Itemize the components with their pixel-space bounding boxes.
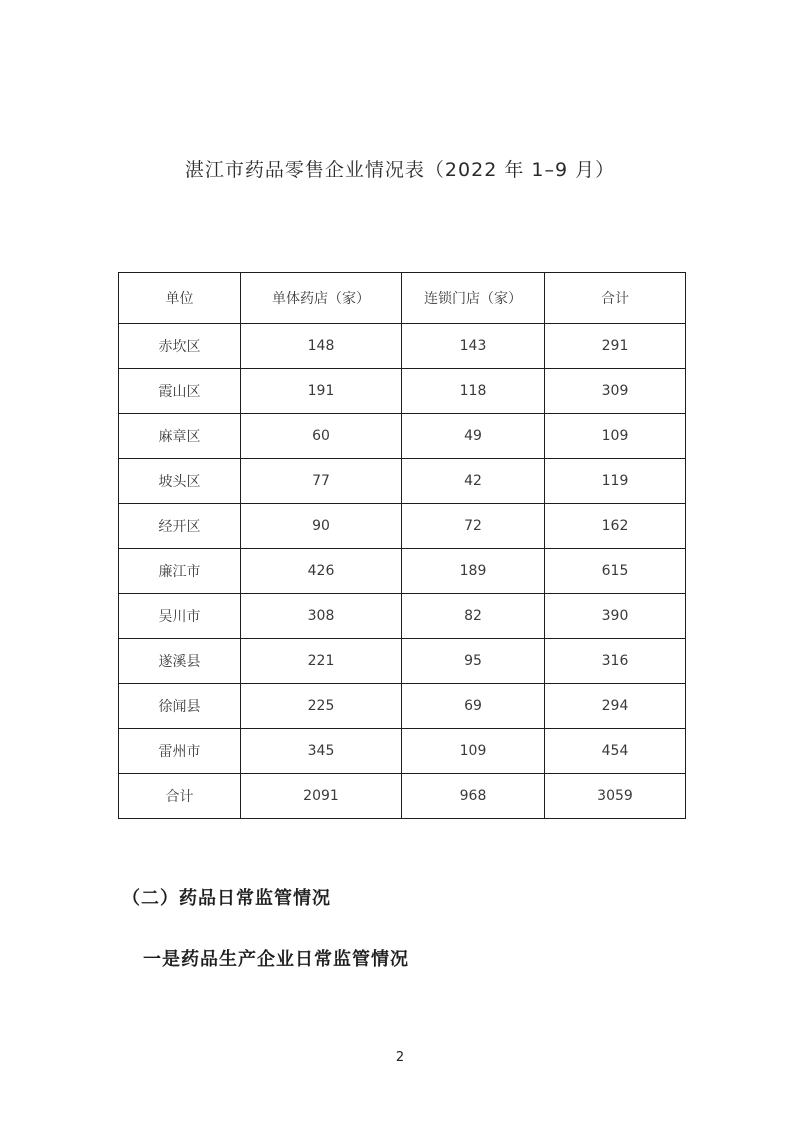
cell-single: 308 xyxy=(241,594,402,639)
cell-single: 426 xyxy=(241,549,402,594)
cell-chain: 143 xyxy=(402,324,545,369)
cell-total: 119 xyxy=(545,459,686,504)
pharmacy-retail-table xyxy=(118,272,686,819)
header-unit: 单位 xyxy=(119,273,241,324)
cell-total: 291 xyxy=(545,324,686,369)
cell-unit: 遂溪县 xyxy=(119,639,241,684)
cell-single: 60 xyxy=(241,414,402,459)
table-row xyxy=(119,324,686,369)
cell-total: 3059 xyxy=(545,774,686,819)
cell-total: 162 xyxy=(545,504,686,549)
cell-single: 191 xyxy=(241,369,402,414)
table-row xyxy=(119,684,686,729)
cell-chain: 82 xyxy=(402,594,545,639)
cell-unit: 麻章区 xyxy=(119,414,241,459)
cell-chain: 69 xyxy=(402,684,545,729)
cell-unit: 合计 xyxy=(119,774,241,819)
header-single-pharmacy: 单体药店（家） xyxy=(241,273,402,324)
cell-total: 615 xyxy=(545,549,686,594)
table-row xyxy=(119,729,686,774)
cell-total: 390 xyxy=(545,594,686,639)
cell-unit: 经开区 xyxy=(119,504,241,549)
table-title: 湛江市药品零售企业情况表（2022 年 1–9 月） xyxy=(184,159,616,181)
page-number: 2 xyxy=(395,1050,405,1065)
cell-single: 148 xyxy=(241,324,402,369)
cell-single: 225 xyxy=(241,684,402,729)
cell-chain: 72 xyxy=(402,504,545,549)
cell-chain: 109 xyxy=(402,729,545,774)
cell-total: 454 xyxy=(545,729,686,774)
cell-single: 2091 xyxy=(241,774,402,819)
sub-heading: 一是药品生产企业日常监管情况 xyxy=(143,949,409,970)
header-chain-store: 连锁门店（家） xyxy=(402,273,545,324)
cell-chain: 42 xyxy=(402,459,545,504)
cell-chain: 189 xyxy=(402,549,545,594)
header-total: 合计 xyxy=(545,273,686,324)
cell-unit: 坡头区 xyxy=(119,459,241,504)
table-row xyxy=(119,504,686,549)
table-header-row xyxy=(119,273,686,324)
cell-unit: 雷州市 xyxy=(119,729,241,774)
cell-unit: 廉江市 xyxy=(119,549,241,594)
cell-single: 345 xyxy=(241,729,402,774)
table-row xyxy=(119,594,686,639)
cell-chain: 118 xyxy=(402,369,545,414)
cell-unit: 霞山区 xyxy=(119,369,241,414)
cell-chain: 49 xyxy=(402,414,545,459)
cell-unit: 赤坎区 xyxy=(119,324,241,369)
cell-total: 316 xyxy=(545,639,686,684)
cell-chain: 968 xyxy=(402,774,545,819)
cell-total: 309 xyxy=(545,369,686,414)
table-row xyxy=(119,459,686,504)
cell-total: 294 xyxy=(545,684,686,729)
cell-chain: 95 xyxy=(402,639,545,684)
table-total-row xyxy=(119,774,686,819)
section-heading: （二）药品日常监管情况 xyxy=(122,888,331,909)
cell-single: 90 xyxy=(241,504,402,549)
cell-single: 77 xyxy=(241,459,402,504)
cell-unit: 徐闻县 xyxy=(119,684,241,729)
cell-total: 109 xyxy=(545,414,686,459)
table-row xyxy=(119,369,686,414)
table-row xyxy=(119,414,686,459)
table-row xyxy=(119,549,686,594)
table-row xyxy=(119,639,686,684)
cell-single: 221 xyxy=(241,639,402,684)
cell-unit: 吴川市 xyxy=(119,594,241,639)
